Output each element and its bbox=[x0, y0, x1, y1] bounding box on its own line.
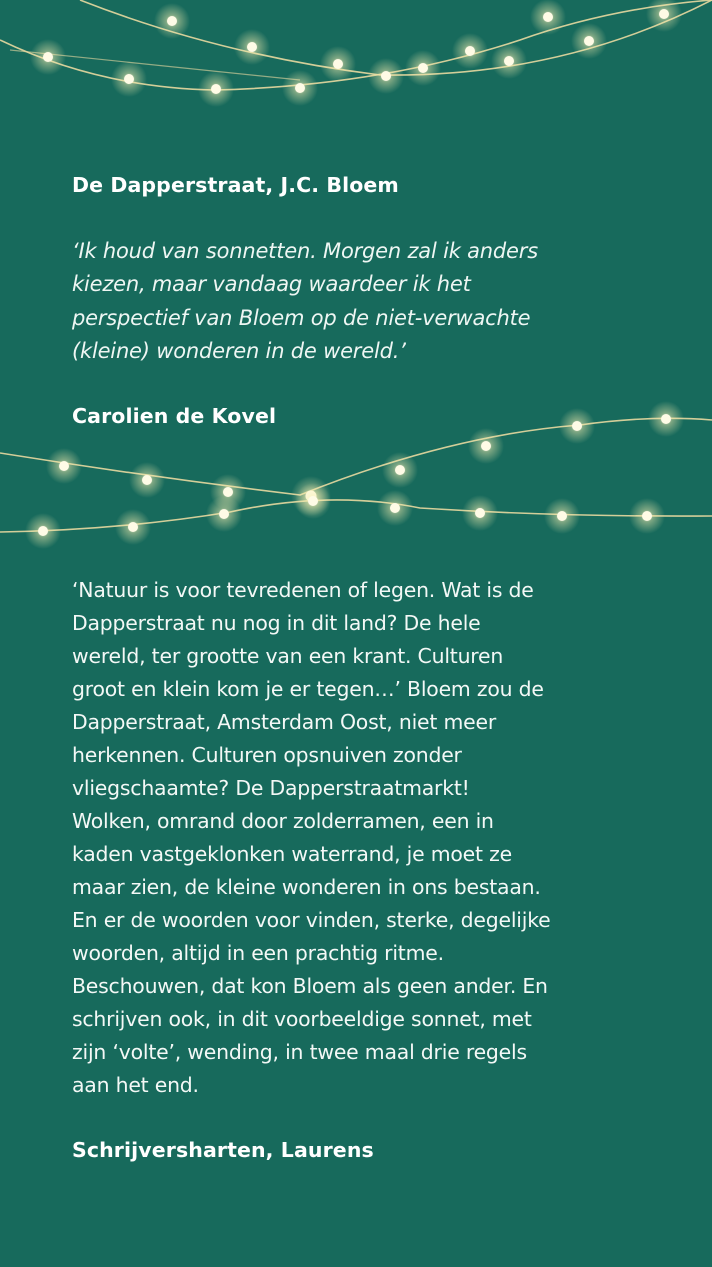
essay-line: kaden vastgeklonken waterrand, je moet ze bbox=[72, 842, 512, 866]
quote-paragraph bbox=[72, 235, 672, 369]
essay-line: Dapperstraat, Amsterdam Oost, niet meer bbox=[72, 710, 496, 734]
essay-line: woorden, altijd in een prachtig ritme. bbox=[72, 941, 444, 965]
essay-paragraph bbox=[72, 574, 672, 1102]
quote-line: perspectief van Bloem op de niet-verwachte bbox=[72, 305, 531, 330]
signature: Schrijversharten, Laurens bbox=[72, 1138, 374, 1162]
essay-line: ‘Natuur is voor tevredenen of legen. Wat is de bbox=[72, 578, 534, 602]
essay-line: Beschouwen, dat kon Bloem als geen ander. En bbox=[72, 974, 548, 998]
string-lights-top bbox=[0, 0, 712, 110]
essay-line: maar zien, de kleine wonderen in ons bestaan. bbox=[72, 875, 541, 899]
essay-line: En er de woorden voor vinden, sterke, degelijke bbox=[72, 908, 551, 932]
essay-line: herkennen. Culturen opsnuiven zonder bbox=[72, 743, 462, 767]
quote-line: (kleine) wonderen in de wereld.’ bbox=[72, 339, 406, 364]
essay-line: wereld, ter grootte van een krant. Culturen bbox=[72, 644, 504, 668]
string-lights-middle bbox=[0, 395, 712, 555]
essay-line: zijn ‘volte’, wending, in twee maal drie regels bbox=[72, 1040, 527, 1064]
essay-line: vliegschaamte? De Dapperstraatmarkt! bbox=[72, 776, 470, 800]
quote-line: ‘Ik houd van sonnetten. Morgen zal ik anders bbox=[72, 239, 538, 263]
essay-line: Dapperstraat nu nog in dit land? De hele bbox=[72, 611, 481, 635]
essay-line: aan het end. bbox=[72, 1073, 199, 1097]
quote-author: Carolien de Kovel bbox=[72, 404, 277, 428]
post-title: De Dapperstraat, J.C. Bloem bbox=[72, 173, 399, 197]
essay-line: groot en klein kom je er tegen…’ Bloem zou de bbox=[72, 677, 544, 701]
quote-line: kiezen, maar vandaag waardeer ik het bbox=[72, 272, 471, 297]
essay-line: Wolken, omrand door zolderramen, een in bbox=[72, 809, 494, 833]
essay-line: schrijven ook, in dit voorbeeldige sonnet, met bbox=[72, 1007, 532, 1031]
